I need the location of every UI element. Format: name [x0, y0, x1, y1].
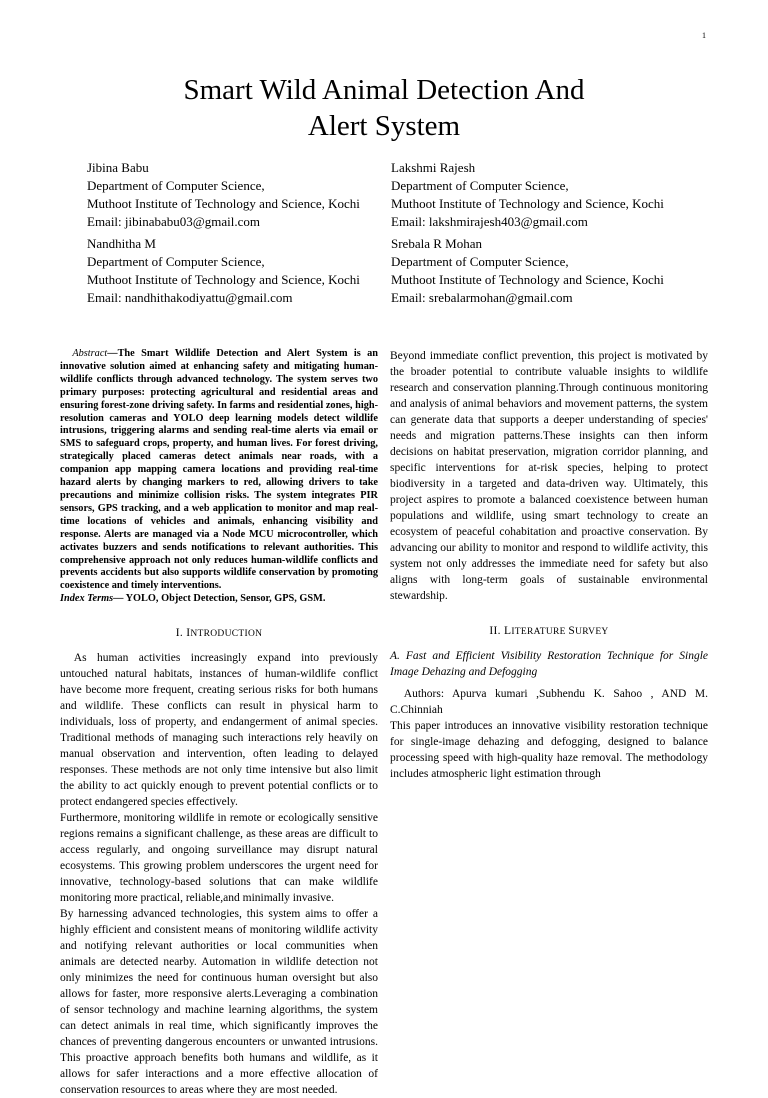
left-column: [60, 348, 378, 1098]
index-terms-text: — YOLO, Object Detection, Sensor, GPS, GSM.: [113, 593, 326, 605]
index-terms: [60, 593, 378, 606]
author-department: Department of Computer Science,: [391, 178, 569, 193]
subsection-a-text: This paper introduces an innovative visibility restoration technique for single-image dehazing and defogging, designed to balance processing speed with high-quality haze removal. The methodology includes atmospheric light estimation through: [390, 720, 708, 780]
author-email: Email: jibinababu03@gmail.com: [87, 214, 260, 229]
author-department: Department of Computer Science,: [87, 254, 265, 269]
author-institution: Muthoot Institute of Technology and Science, Kochi: [87, 196, 360, 211]
author-institution: Muthoot Institute of Technology and Science, Kochi: [391, 196, 664, 211]
abstract-text: —The Smart Wildlife Detection and Alert System is an innovative solution aimed at enhancing safety and mitigating human-wildlife conflicts through advanced technology. The system serves two primary purposes: protecting agricultural and residential areas and ensuring forest-zone driving safety. In farms and residential zones, high-resolution cameras and YOLO deep learning models detect wildlife intrusions, triggering alarms and sending real-time alerts via email or SMS to safeguard crops, property, and human lives. For forest driving, strategically placed cameras detect animals near roads, with a companion app mapping camera locations and providing real-time hazard alerts by changing markers to red, allowing drivers to take precautions and minimize collision risks. The system integrates PIR sensors, GPS tracking, and a web application to monitor and map real-time locations of vehicles and animals, enhancing visibility and response. Alerts are managed via a Node MCU microcontroller, which activates buzzers and sends notifications to relevant authorities. This comprehensive approach not only reduces human-wildlife conflicts and prevents accidents but also supports wildlife conservation by promoting coexistence and timely interventions.: [60, 348, 378, 592]
intro-paragraph-1: As human activities increasingly expand into previously untouched natural habitats, instances of human-wildlife conflict have become more frequent, creating serious risks for both humans and wildlife. These conflicts can result in physical harm to individuals, loss of property, and endangerment of animal species. Traditional methods of managing such interactions rely heavily on manual observation and intervention, often leading to delayed responses. These methods are not only time intensive but also limit the ability to act quickly enough to prevent potential conflicts or to protect endangered species effectively.: [60, 652, 378, 809]
intro-paragraph-2: Furthermore, monitoring wildlife in remote or ecologically sensitive regions remains a significant challenge, as these areas are difficult to access regularly, and ongoing surveillance may disrupt natural ecosystems. This growing problem underscores the urgent need for innovative, technology-based solutions that can make wildlife monitoring more practical, reliable,and minimally invasive.: [60, 812, 378, 905]
author-name: Nandhitha M: [87, 236, 156, 251]
abstract: [60, 348, 378, 593]
author-department: Department of Computer Science,: [391, 254, 569, 269]
title-line-2: Alert System: [307, 110, 461, 142]
intro-paragraph-3: By harnessing advanced technologies, this system aims to offer a highly efficient and consistent means of monitoring wildlife activity and notifying relevant authorities or local communities when animals are detected nearby. Automation in wildlife detection not only minimizes the need for continuous human oversight but also allows for faster, more responsive alerts.Leveraging a combination of sensor technology and machine learning algorithms, the system can detect animals in real time, which significantly improves the chances of preventing dangerous encounters or unwanted intrusions. This proactive approach benefits both humans and wildlife, as it allows for safer interactions and a more effective allocation of conservation resources to areas where they are most needed.: [60, 908, 378, 1097]
author-email: Email: lakshmirajesh403@gmail.com: [391, 214, 588, 229]
author-block: [391, 159, 664, 231]
author-institution: Muthoot Institute of Technology and Science, Kochi: [87, 272, 360, 287]
intro-paragraph-4: Beyond immediate conflict prevention, this project is motivated by the broader potential to contribute valuable insights to wildlife research and conservation planning.Through continuous monitoring and analysis of animal behaviors and movement patterns, the system can generate data that supports a deeper understanding of species' needs and migration patterns.These insights can then inform decisions on habitat preservation, migration corridor planning, and specific interventions for at-risk species, helping to protect biodiversity in a targeted and data-driven way. Ultimately, this project aspires to promote a balanced coexistence between human populations and wildlife, using smart technology to create an ecosystem of peaceful cohabitation and proactive conservation. By advancing our ability to monitor and respond to wildlife activity, this system not only addresses the immediate need for safety but also aligns with long-term goals of sustainable environmental stewardship.: [390, 350, 708, 602]
section-heading-literature-survey: II. LITERATURE SURVEY: [489, 625, 609, 637]
author-email: Email: nandhithakodiyattu@gmail.com: [87, 290, 293, 305]
author-email: Email: srebalarmohan@gmail.com: [391, 290, 573, 305]
author-name: Jibina Babu: [87, 160, 149, 175]
author-name: Lakshmi Rajesh: [391, 160, 476, 175]
author-institution: Muthoot Institute of Technology and Science, Kochi: [391, 272, 664, 287]
index-terms-label: Index Terms: [60, 593, 114, 605]
page-number: 1: [702, 31, 706, 40]
author-block: [87, 235, 360, 307]
author-name: Srebala R Mohan: [391, 236, 482, 251]
author-department: Department of Computer Science,: [87, 178, 265, 193]
author-block: [391, 235, 664, 307]
abstract-label: Abstract: [72, 348, 108, 359]
section-heading-introduction: I. INTRODUCTION: [175, 627, 263, 640]
subsection-a-title: A. Fast and Efficient Visibility Restoration Technique for Single Image Dehazing and Defogging: [390, 650, 708, 678]
subsection-a-authors: Authors: Apurva kumari ,Subhendu K. Sahoo , AND M. C.Chinniah: [390, 688, 708, 716]
title-line-1: Smart Wild Animal Detection And: [183, 74, 585, 106]
paper-title: [0, 72, 768, 144]
right-column: [390, 348, 708, 782]
author-block: [87, 159, 360, 231]
